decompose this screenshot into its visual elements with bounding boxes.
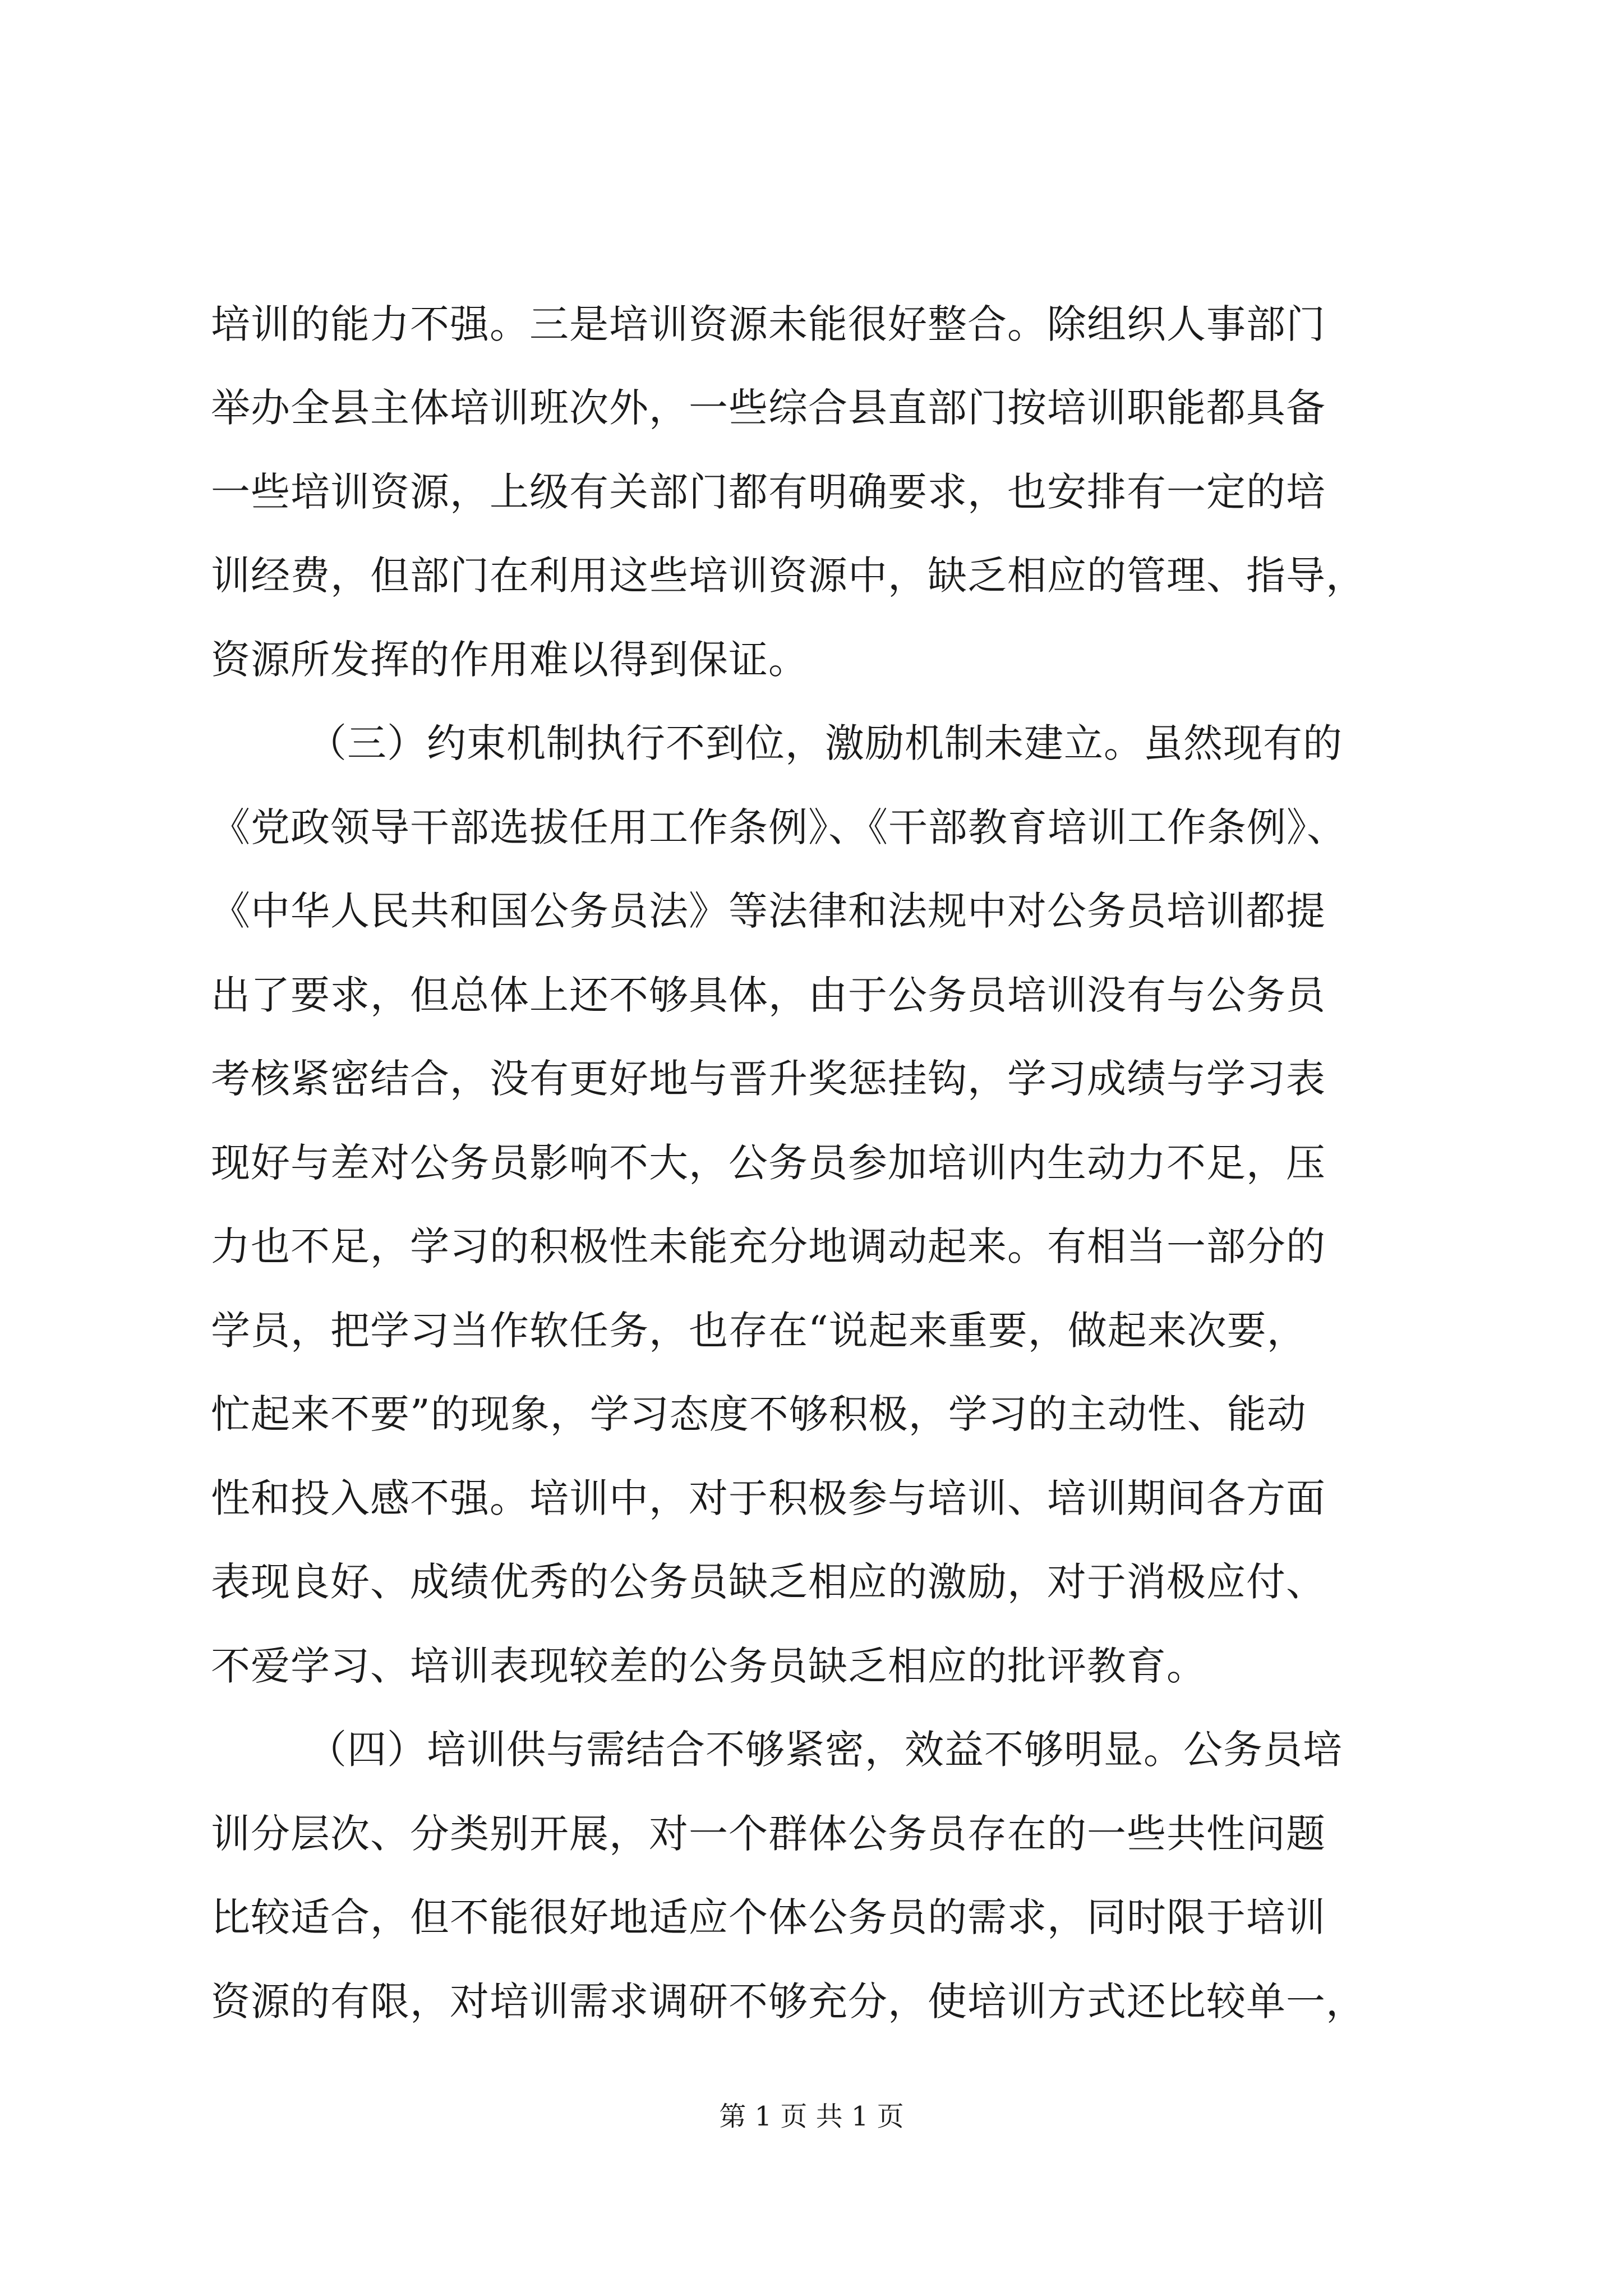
paragraph-line: 《党政领导干部选拔任用工作条例》、《干部教育培训工作条例》、 [211, 804, 1347, 850]
paragraph-line: 《中华人民共和国公务员法》等法律和法规中对公务员培训都提 [211, 888, 1326, 934]
paragraph-line: 举办全县主体培训班次外，一些综合县直部门按培训职能都具备 [211, 385, 1326, 431]
paragraph-line: 训经费，但部门在利用这些培训资源中，缺乏相应的管理、指导， [211, 553, 1366, 599]
paragraph-line: 忙起来不要”的现象，学习态度不够积极，学习的主动性、能动 [211, 1391, 1307, 1437]
paragraph-line: 训分层次、分类别开展，对一个群体公务员存在的一些共性问题 [211, 1811, 1326, 1857]
section-heading-line: （四）培训供与需结合不够紧密，效益不够明显。公务员培 [307, 1727, 1343, 1773]
section-heading-line: （三）约束机制执行不到位，激励机制未建立。虽然现有的 [307, 720, 1343, 766]
paragraph-line: 培训的能力不强。三是培训资源未能很好整合。除组织人事部门 [211, 301, 1326, 347]
paragraph-line: 力也不足，学习的积极性未能充分地调动起来。有相当一部分的 [211, 1223, 1326, 1269]
paragraph-line: 一些培训资源，上级有关部门都有明确要求，也安排有一定的培 [211, 469, 1326, 515]
paragraph-line: 资源的有限，对培训需求调研不够充分，使培训方式还比较单一， [211, 1978, 1366, 2024]
paragraph-line: 现好与差对公务员影响不大，公务员参加培训内生动力不足，压 [211, 1140, 1326, 1186]
paragraph-line: 不爱学习、培训表现较差的公务员缺乏相应的批评教育。 [211, 1643, 1206, 1689]
paragraph-line: 性和投入感不强。培训中，对于积极参与培训、培训期间各方面 [211, 1475, 1326, 1521]
paragraph-line: 比较适合，但不能很好地适应个体公务员的需求，同时限于培训 [211, 1894, 1326, 1940]
paragraph-line: 表现良好、成绩优秀的公务员缺乏相应的激励，对于消极应付、 [211, 1559, 1326, 1605]
paragraph-line: 考核紧密结合，没有更好地与晋升奖惩挂钩，学习成绩与学习表 [211, 1056, 1326, 1102]
page-number-footer: 第 1 页 共 1 页 [719, 2101, 904, 2132]
paragraph-line: 出了要求，但总体上还不够具体，由于公务员培训没有与公务员 [211, 972, 1326, 1018]
paragraph-line: 资源所发挥的作用难以得到保证。 [211, 637, 808, 683]
paragraph-line: 学员，把学习当作软任务，也存在“说起来重要，做起来次要， [211, 1308, 1307, 1354]
